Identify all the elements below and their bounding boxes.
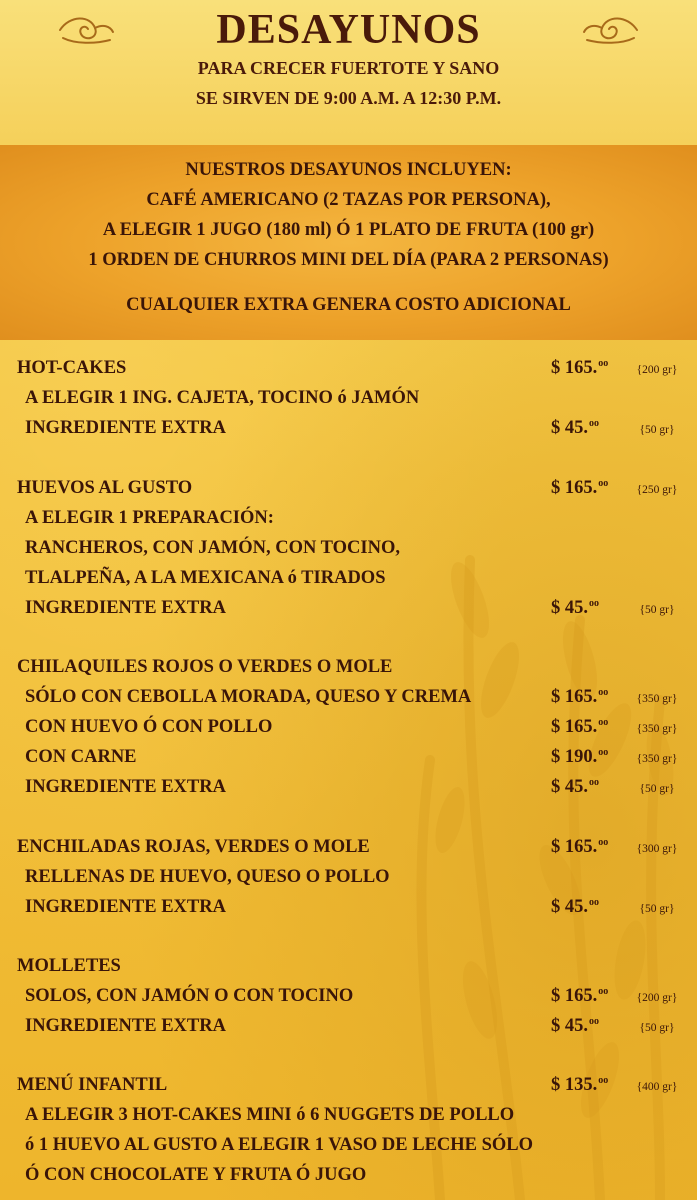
menu-item-weight: {350 gr} bbox=[636, 693, 678, 705]
menu-item-weight: {50 gr} bbox=[639, 1022, 675, 1034]
menu-item-price: $ 135.$^{oo}$ bbox=[551, 1075, 609, 1095]
menu-item-price: $ 45.$^{oo}$ bbox=[551, 598, 599, 618]
menu-item-extra: INGREDIENTE EXTRA bbox=[25, 1016, 226, 1036]
menu-item-weight: {50 gr} bbox=[639, 424, 675, 436]
page-title: DESAYUNOS bbox=[216, 7, 481, 53]
menu-item-price: $ 165.$^{oo}$ bbox=[551, 837, 609, 857]
menu-item-name: HOT-CAKES bbox=[17, 358, 127, 378]
menu-item-extra: INGREDIENTE EXTRA bbox=[25, 418, 226, 438]
menu-item-extra: INGREDIENTE EXTRA bbox=[25, 897, 226, 917]
menu-item-price: $ 45.$^{oo}$ bbox=[551, 777, 599, 797]
menu-item-desc: A ELEGIR 1 PREPARACIÓN: bbox=[25, 508, 274, 528]
schedule-text: SE SIRVEN DE 9:00 A.M. A 12:30 P.M. bbox=[195, 88, 502, 108]
menu-item-option: CON CARNE bbox=[25, 747, 137, 767]
menu-item-option: SÓLO CON CEBOLLA MORADA, QUESO Y CREMA bbox=[25, 687, 472, 707]
includes-line: CAFÉ AMERICANO (2 TAZAS POR PERSONA), bbox=[146, 190, 551, 210]
menu-item-price: $ 165.$^{oo}$ bbox=[551, 986, 609, 1006]
menu-item-price: $ 165.$^{oo}$ bbox=[551, 478, 609, 498]
menu-item-weight: {200 gr} bbox=[636, 992, 678, 1004]
menu-item-price: $ 45.$^{oo}$ bbox=[551, 1016, 599, 1036]
menu-item-weight: {400 gr} bbox=[636, 1081, 678, 1093]
includes-line: A ELEGIR 1 JUGO (180 ml) Ó 1 PLATO DE FRUTA (100 gr) bbox=[102, 220, 595, 240]
menu-item-price: $ 45.$^{oo}$ bbox=[551, 418, 599, 438]
menu-item-weight: {50 gr} bbox=[639, 783, 675, 795]
menu-item-desc: RELLENAS DE HUEVO, QUESO O POLLO bbox=[25, 867, 390, 887]
menu-item-desc: TLALPEÑA, A LA MEXICANA ó TIRADOS bbox=[25, 568, 386, 588]
menu-item-extra: INGREDIENTE EXTRA bbox=[25, 777, 226, 797]
menu-item-desc: Ó CON CHOCOLATE Y FRUTA Ó JUGO bbox=[25, 1165, 367, 1185]
menu-item-desc: RANCHEROS, CON JAMÓN, CON TOCINO, bbox=[25, 538, 400, 558]
menu-item-weight: {350 gr} bbox=[636, 723, 678, 735]
menu-item-desc: A ELEGIR 3 HOT-CAKES MINI ó 6 NUGGETS DE POLLO bbox=[25, 1105, 515, 1125]
menu-item-weight: {250 gr} bbox=[636, 484, 678, 496]
menu-item-price: $ 165.$^{oo}$ bbox=[551, 358, 609, 378]
menu-item-option: CON HUEVO Ó CON POLLO bbox=[25, 717, 273, 737]
menu-item-price: $ 45.$^{oo}$ bbox=[551, 897, 599, 917]
menu-item-price: $ 190.$^{oo}$ bbox=[551, 747, 609, 767]
menu-item-option: SOLOS, CON JAMÓN O CON TOCINO bbox=[25, 986, 354, 1006]
menu-item-name: MENÚ INFANTIL bbox=[17, 1075, 168, 1095]
menu-item-name: HUEVOS AL GUSTO bbox=[17, 478, 193, 498]
menu-item-name: CHILAQUILES ROJOS O VERDES O MOLE bbox=[17, 657, 393, 677]
menu-item-extra: INGREDIENTE EXTRA bbox=[25, 598, 226, 618]
page-subtitle: PARA CRECER FUERTOTE Y SANO bbox=[197, 58, 500, 78]
includes-line: 1 ORDEN DE CHURROS MINI DEL DÍA (PARA 2 PERSONAS) bbox=[88, 250, 609, 270]
menu-item-name: MOLLETES bbox=[17, 956, 121, 976]
includes-note: CUALQUIER EXTRA GENERA COSTO ADICIONAL bbox=[126, 295, 571, 315]
menu-item-weight: {300 gr} bbox=[636, 843, 678, 855]
menu-item-weight: {200 gr} bbox=[636, 364, 678, 376]
menu-item-price: $ 165.$^{oo}$ bbox=[551, 687, 609, 707]
menu-item-weight: {50 gr} bbox=[639, 604, 675, 616]
menu-item-desc: A ELEGIR 1 ING. CAJETA, TOCINO ó JAMÓN bbox=[25, 388, 420, 408]
menu-item-weight: {50 gr} bbox=[639, 903, 675, 915]
includes-heading: NUESTROS DESAYUNOS INCLUYEN: bbox=[185, 160, 512, 180]
menu-item-name: ENCHILADAS ROJAS, VERDES O MOLE bbox=[17, 837, 370, 857]
menu-item-price: $ 165.$^{oo}$ bbox=[551, 717, 609, 737]
menu-item-weight: {350 gr} bbox=[636, 753, 678, 765]
menu-item-desc: ó 1 HUEVO AL GUSTO A ELEGIR 1 VASO DE LECHE SÓLO bbox=[25, 1135, 534, 1155]
